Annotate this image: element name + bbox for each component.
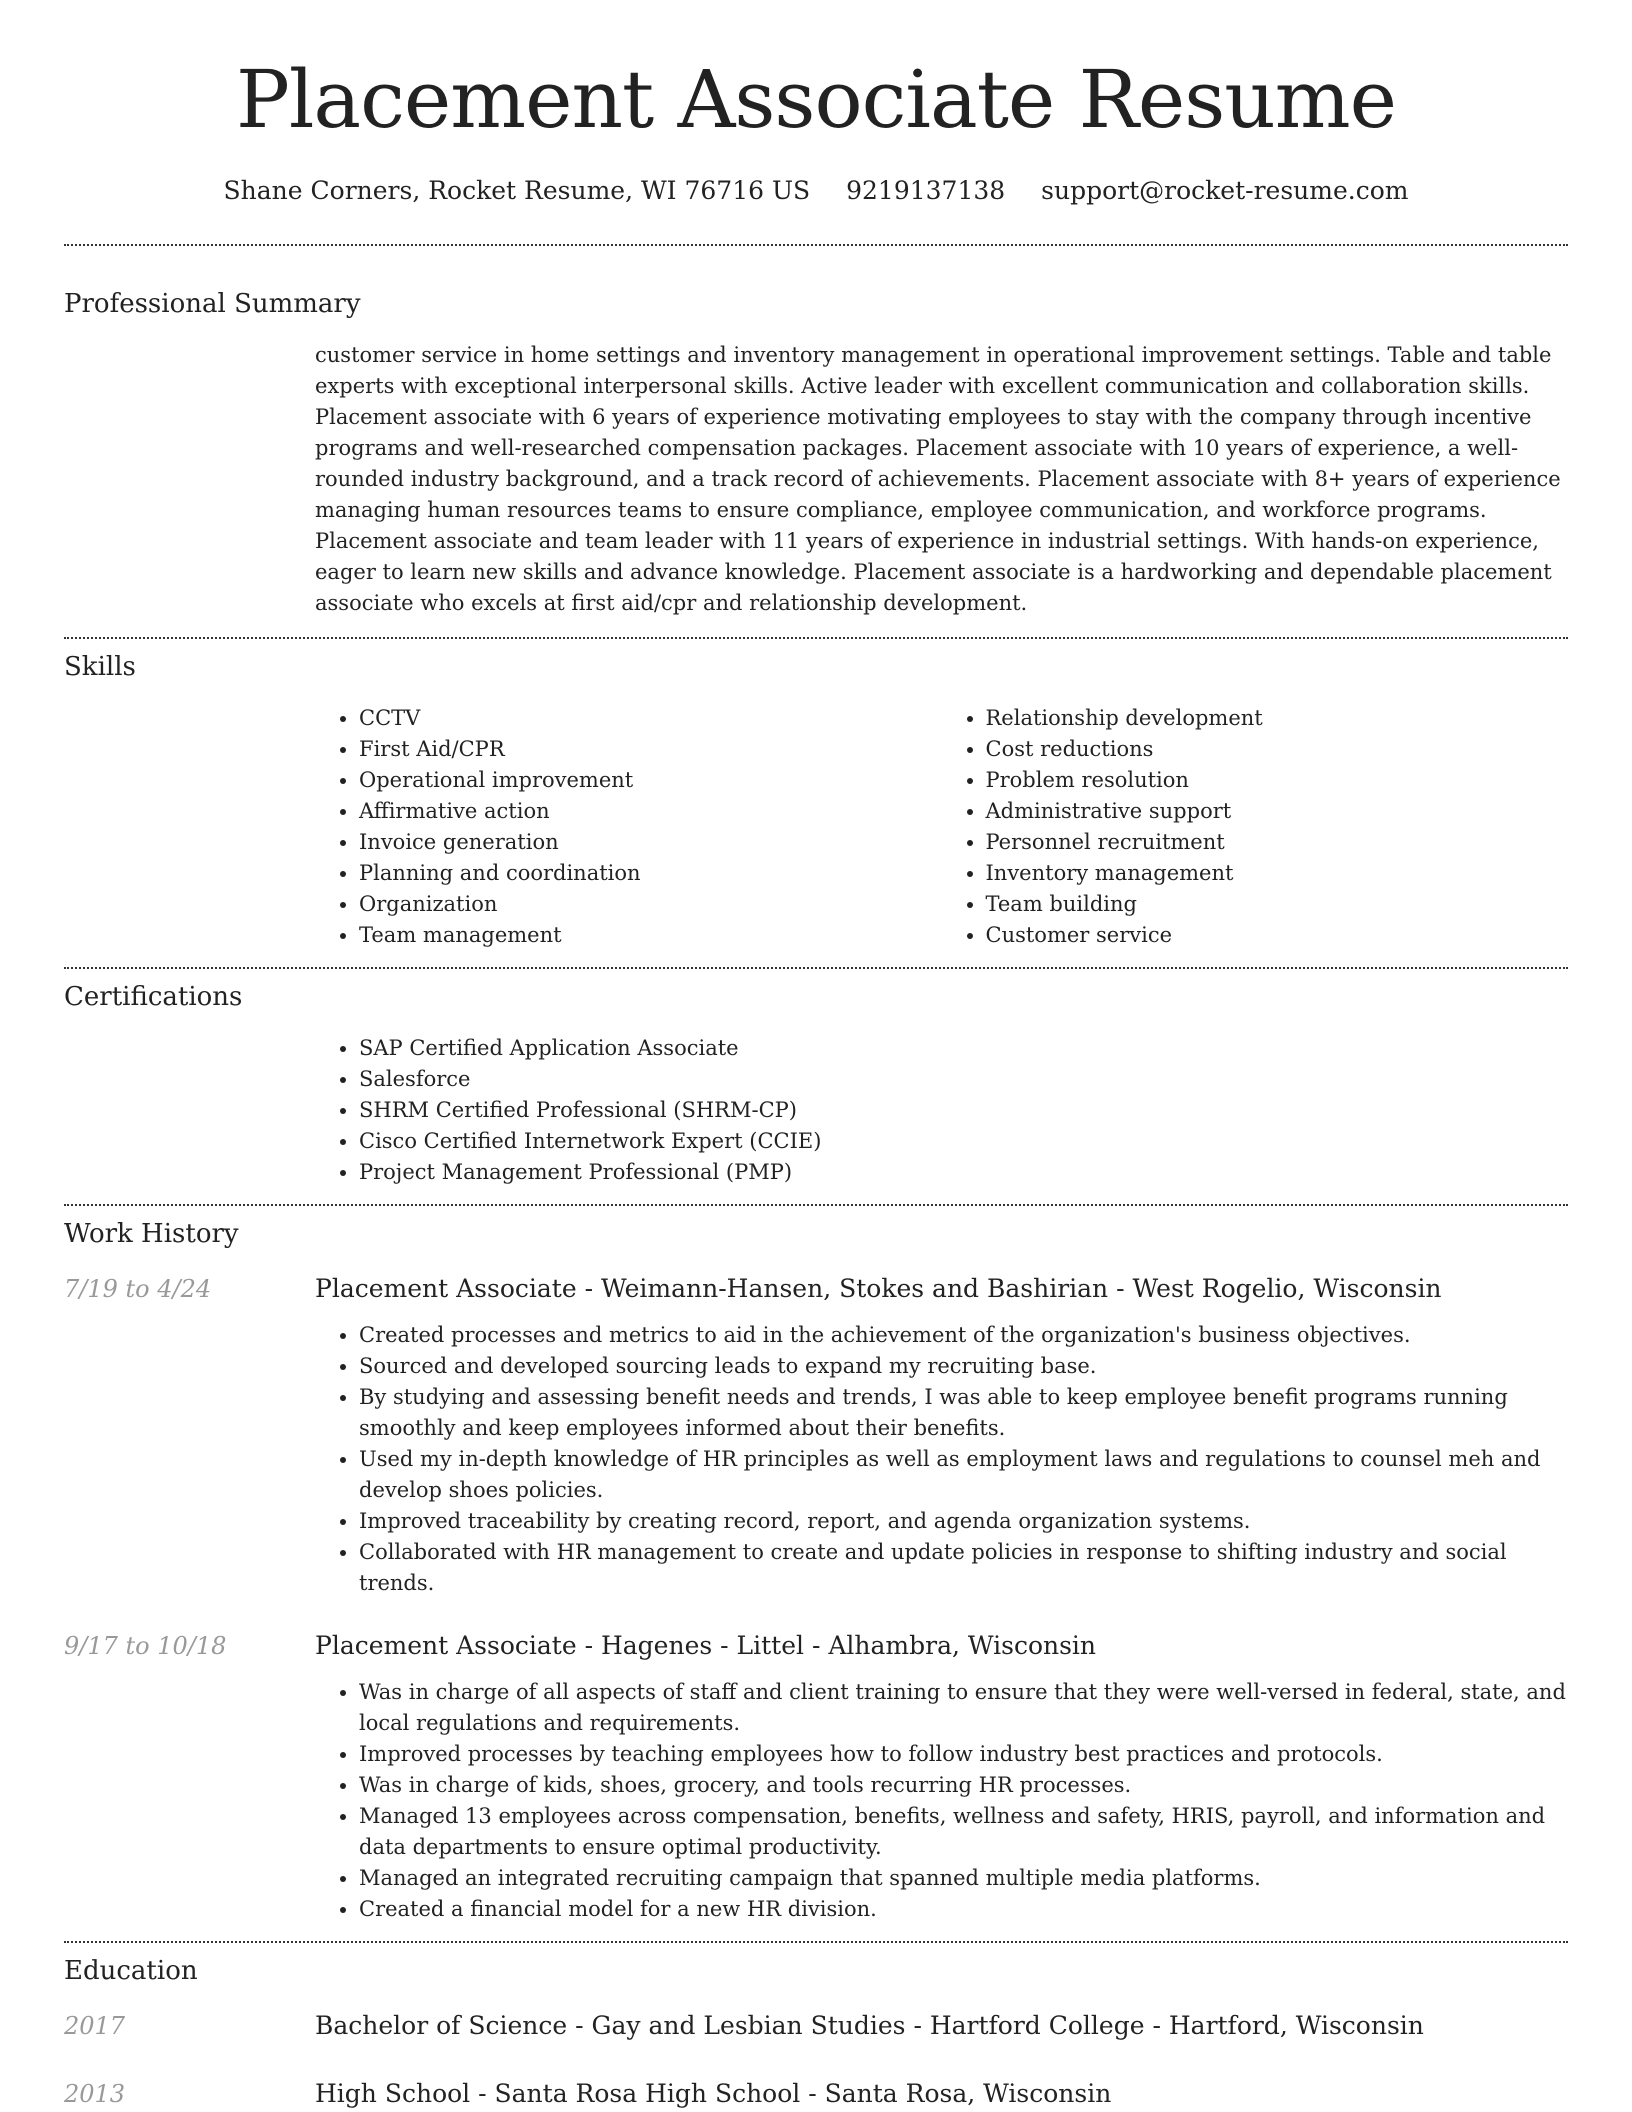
summary-section: [64, 246, 1568, 619]
education-heading: Education: [64, 1956, 198, 1986]
job-bullet: • Managed an integrated recruiting campaign that spanned multiple media platforms.: [359, 1863, 1568, 1894]
skill-item: • Affirmative action: [359, 796, 942, 827]
page-title: Placement Associate Resume: [236, 53, 1396, 146]
job-bullet: • By studying and assessing benefit needs and trends, I was able to keep employee benefit programs running smoothly and keep employees informed about their benefits.: [359, 1382, 1568, 1444]
job-bullet: • Used my in-depth knowledge of HR principles as well as employment laws and regulations to counsel meh and develop shoes policies.: [359, 1444, 1568, 1506]
skill-item: • Inventory management: [986, 858, 1569, 889]
skills-list-right: [942, 703, 1569, 951]
job-bullets: [315, 1320, 1568, 1599]
education-section: [64, 1943, 1568, 2111]
education-date: 2013: [64, 2080, 126, 2108]
job-bullet: • Was in charge of all aspects of staff and client training to ensure that they were well-versed in federal, state, and local regulations and requirements.: [359, 1677, 1568, 1739]
resume-page: [64, 0, 1568, 2111]
skill-item: • Team building: [986, 889, 1569, 920]
skill-item: • Operational improvement: [359, 765, 942, 796]
certification-item: • SAP Certified Application Associate: [359, 1033, 1568, 1064]
contact-address: Shane Corners, Rocket Resume, WI 76716 US: [223, 176, 811, 205]
job-bullet: • Managed 13 employees across compensation, benefits, wellness and safety, HRIS, payroll, and information and data departments to ensure optimal productivity.: [359, 1801, 1568, 1863]
job-bullet: • Created processes and metrics to aid in the achievement of the organization's business objectives.: [359, 1320, 1568, 1351]
job-date: 7/19 to 4/24: [64, 1275, 212, 1303]
job-title: Placement Associate - Hagenes - Littel - Alhambra, Wisconsin: [315, 1631, 1097, 1660]
work-section: [64, 1206, 1568, 1925]
skill-item: • Team management: [359, 920, 942, 951]
skill-item: • Customer service: [986, 920, 1569, 951]
job-entry: [64, 1629, 1568, 1925]
work-heading: Work History: [64, 1219, 239, 1249]
contact-email: support@rocket-resume.com: [1041, 176, 1409, 205]
skill-item: • Relationship development: [986, 703, 1569, 734]
certification-item: • Project Management Professional (PMP): [359, 1157, 1568, 1188]
certifications-section: [64, 969, 1568, 1188]
contact-line: [64, 174, 1568, 208]
skill-item: • First Aid/CPR: [359, 734, 942, 765]
certifications-heading: Certifications: [64, 982, 243, 1012]
skill-item: • CCTV: [359, 703, 942, 734]
job-bullets: [315, 1677, 1568, 1925]
skill-item: • Organization: [359, 889, 942, 920]
skill-item: • Problem resolution: [986, 765, 1569, 796]
job-bullet: • Created a financial model for a new HR division.: [359, 1894, 1568, 1925]
education-date: 2017: [64, 2012, 126, 2040]
job-title: Placement Associate - Weimann-Hansen, Stokes and Bashirian - West Rogelio, Wisconsin: [315, 1274, 1442, 1303]
certification-item: • Salesforce: [359, 1064, 1568, 1095]
skill-item: • Planning and coordination: [359, 858, 942, 889]
job-date: 9/17 to 10/18: [64, 1632, 227, 1660]
education-title: Bachelor of Science - Gay and Lesbian Studies - Hartford College - Hartford, Wisconsin: [315, 2011, 1424, 2040]
education-entry: [64, 2077, 1568, 2111]
education-entry: [64, 2009, 1568, 2043]
job-bullet: • Sourced and developed sourcing leads to expand my recruiting base.: [359, 1351, 1568, 1382]
certification-item: • SHRM Certified Professional (SHRM-CP): [359, 1095, 1568, 1126]
skills-list-left: [315, 703, 942, 951]
skill-item: • Cost reductions: [986, 734, 1569, 765]
skill-item: • Administrative support: [986, 796, 1569, 827]
skills-heading: Skills: [64, 652, 136, 682]
job-bullet: • Was in charge of kids, shoes, grocery, and tools recurring HR processes.: [359, 1770, 1568, 1801]
education-title: High School - Santa Rosa High School - Santa Rosa, Wisconsin: [315, 2079, 1112, 2108]
contact-phone: 9219137138: [846, 176, 1006, 205]
certifications-list: [315, 1033, 1568, 1188]
certification-item: • Cisco Certified Internetwork Expert (CCIE): [359, 1126, 1568, 1157]
job-bullet: • Collaborated with HR management to create and update policies in response to shifting industry and social trends.: [359, 1537, 1568, 1599]
job-bullet: • Improved traceability by creating record, report, and agenda organization systems.: [359, 1506, 1568, 1537]
summary-text: customer service in home settings and inventory management in operational improvement settings. Table and table experts with exceptional interpersonal skills. Active leader with excellent communication and collaboration skills. Placement associate with 6 years of experience motivating employees to stay with the company through incentive programs and well-researched compensation packages. Placement associate with 10 years of experience, a well-rounded industry background, and a track record of achievements. Placement associate with 8+ years of experience managing human resources teams to ensure compliance, employee communication, and workforce programs. Placement associate and team leader with 11 years of experience in industrial settings. With hands-on experience, eager to learn new skills and advance knowledge. Placement associate is a hardworking and dependable placement associate who excels at first aid/cpr and relationship development.: [315, 343, 1561, 615]
skill-item: • Personnel recruitment: [986, 827, 1569, 858]
job-entry: [64, 1272, 1568, 1599]
skill-item: • Invoice generation: [359, 827, 942, 858]
skills-section: [64, 639, 1568, 951]
summary-heading: Professional Summary: [64, 289, 361, 319]
job-bullet: • Improved processes by teaching employees how to follow industry best practices and protocols.: [359, 1739, 1568, 1770]
